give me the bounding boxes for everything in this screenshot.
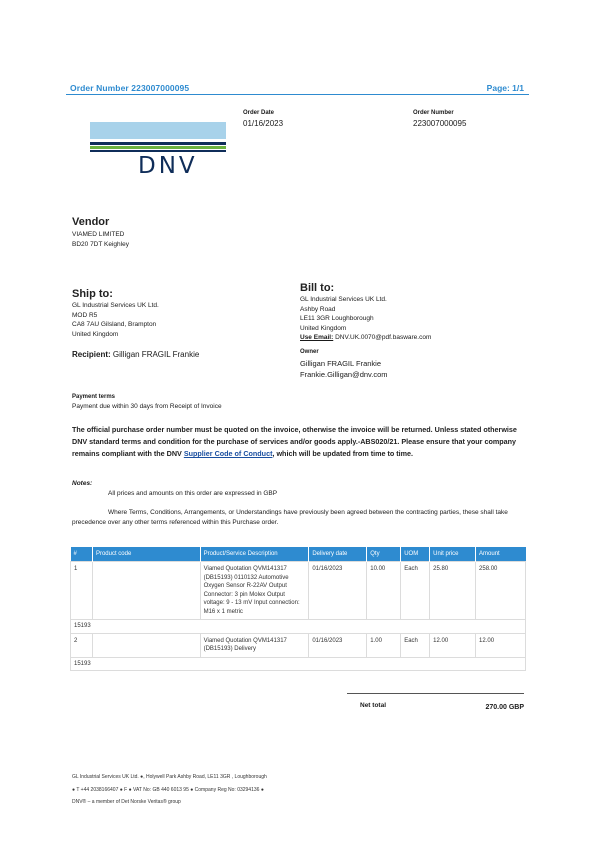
bill-to-line: United Kingdom [300,324,347,332]
vendor-address [72,230,129,249]
cell-product-code [92,633,200,657]
cell-amount: 12.00 [476,633,526,657]
table-row-subcode [71,657,526,671]
recipient-value: Gilligan FRAGIL Frankie [112,350,200,359]
cell-product-code [92,562,200,620]
supplier-code-link[interactable]: Supplier Code of Conduct [183,449,273,458]
footer-group: DNV® – a member of Det Norske Veritas® group [72,799,181,805]
logo-band-navy [90,142,226,145]
cell-subcode: 15193 [71,620,526,634]
notice-text: The official purchase order number must be quoted on the invoice, otherwise the invoice will be returned. Unless stated otherwise DNV standard terms and condition for the purchase of services and/or goods apply.-ABS020/21. Please ensure that your company remains compliant with the DNV [72,425,517,458]
order-date-value: 01/16/2023 [243,119,284,128]
bill-to-address [300,295,431,343]
col-header-delivery-date: Delivery date [309,547,367,562]
footer-address: GL Industrial Services UK Ltd. ●, Holywell Park Ashby Road, LE11 3GR , Loughborough [72,774,267,780]
recipient [72,350,199,359]
col-header-uom: UOM [401,547,430,562]
ship-to-address [72,301,159,339]
col-header-unit-price: Unit price [430,547,476,562]
notes-label: Notes: [72,480,93,487]
page-indicator: Page: 1/1 [486,83,524,93]
cell-qty: 10.00 [367,562,401,620]
ship-to-line: United Kingdom [72,330,119,338]
notes-currency: All prices and amounts on this order are expressed in GBP [108,490,278,497]
vendor-title: Vendor [72,216,110,228]
order-number-value: 223007000095 [413,119,467,128]
cell-unit-price: 12.00 [430,633,476,657]
order-number-label: Order Number [413,110,454,116]
cell-uom: Each [401,562,430,620]
cell-description: Viamed Quotation QVM141317 (DB15193) 0110132 Automotive Oxygen Sensor R-22AV Output Connector: 3 pin Molex Output voltage: 9 - 13 mV Input connection: M16 x 1 metric [200,562,309,620]
bill-to-email [300,333,431,343]
cell-delivery-date: 01/16/2023 [309,633,367,657]
logo-band-green [90,146,226,149]
notice-suffix: , which will be updated from time to time. [272,449,414,458]
table-row [71,562,526,620]
ship-to-title: Ship to: [72,288,113,300]
net-total-value: 270.00 GBP [485,704,524,711]
net-total-label: Net total [360,702,386,709]
ship-to-line: CA8 7AU Gilsland, Brampton [72,321,157,328]
col-header-qty: Qty [367,547,401,562]
cell-uom: Each [401,633,430,657]
owner-info [300,359,388,380]
logo-text: DNV [138,153,198,179]
table-row-subcode [71,620,526,634]
cell-delivery-date: 01/16/2023 [309,562,367,620]
logo-band-light [90,122,226,139]
terms-notice [72,424,527,460]
cell-subcode: 15193 [71,657,526,671]
bill-to-title: Bill to: [300,282,335,294]
bill-to-line: LE11 3GR Loughborough [300,315,374,322]
email-value[interactable]: DNV.UK.0070@pdf.basware.com [335,334,432,341]
footer-contact: ● T +44 2038166407 ● F ● VAT No: GB 440 6013 95 ● Company Reg No: 03294136 ● [72,787,264,793]
vendor-line: VIAMED LIMITED [72,231,125,238]
owner-email[interactable]: Frankie.Gilligan@dnv.com [300,369,388,379]
header-rule [66,94,529,95]
order-number-header: Order Number 223007000095 [70,83,190,93]
ship-to-line: GL Industrial Services UK Ltd. [72,302,159,309]
email-label: Use Email: [300,334,334,341]
vendor-line: BD20 7DT Keighley [72,240,129,248]
order-items-table [70,547,526,671]
notes-precedence: Where Terms, Conditions, Arrangements, or Understandings have previously been agreed between the contracting parties, these shall take precedence over any other terms referenced within this Purchase order. [72,509,508,526]
col-header-amount: Amount [476,547,526,562]
payment-terms-label: Payment terms [72,394,116,400]
recipient-label: Recipient: [72,350,111,359]
owner-name: Gilligan FRAGIL Frankie [300,359,381,368]
table-row [71,633,526,657]
cell-unit-price: 25.80 [430,562,476,620]
payment-terms-value: Payment due within 30 days from Receipt of Invoice [72,403,222,410]
cell-description: Viamed Quotation QVM141317 (DB15193) Delivery [200,633,309,657]
table-header-row [71,547,526,562]
total-rule [347,693,524,694]
cell-number: 2 [71,633,93,657]
bill-to-line: Ashby Road [300,305,336,313]
owner-label: Owner [300,349,319,355]
cell-amount: 258.00 [476,562,526,620]
col-header-description: Product/Service Description [200,547,309,562]
bill-to-line: GL Industrial Services UK Ltd. [300,296,387,303]
cell-qty: 1.00 [367,633,401,657]
cell-number: 1 [71,562,93,620]
logo-band-navy-2 [90,150,226,152]
order-date-label: Order Date [243,110,275,116]
ship-to-line: MOD R5 [72,311,98,319]
col-header-product-code: Product code [92,547,200,562]
col-header-number: # [71,547,93,562]
